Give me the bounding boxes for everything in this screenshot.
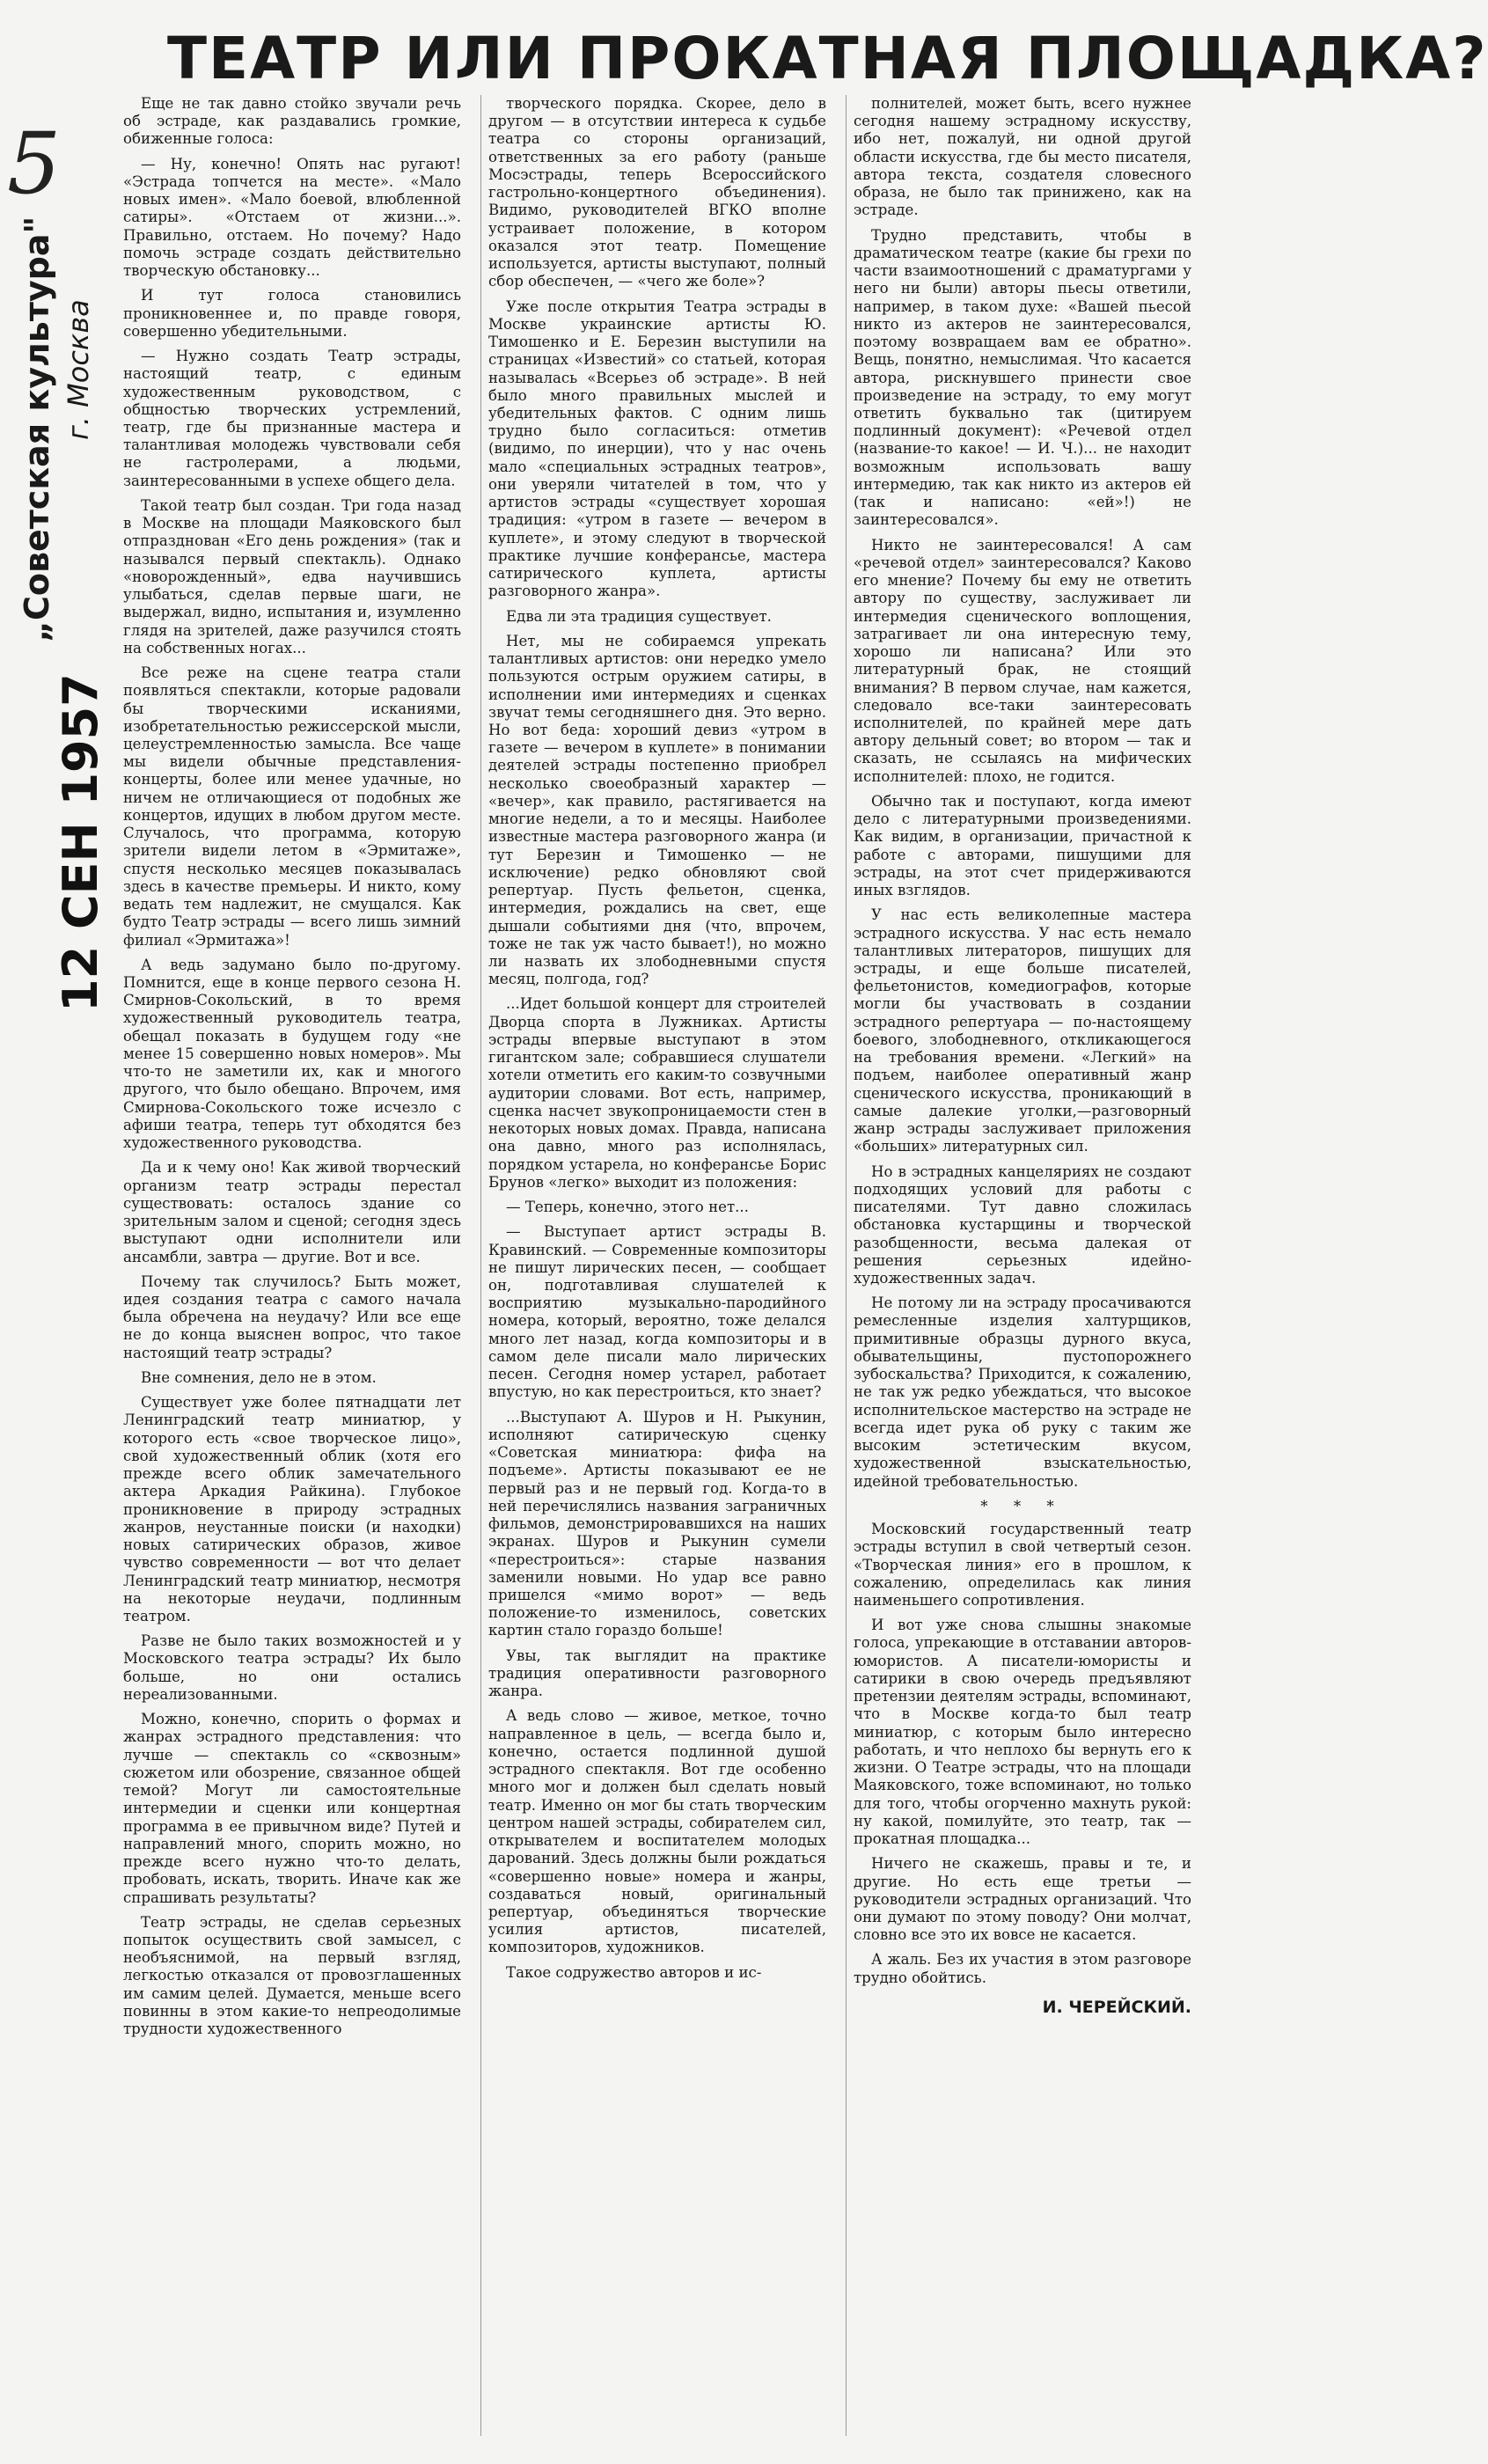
article-headline: ТЕАТР ИЛИ ПРОКАТНАЯ ПЛОЩАДКА? <box>167 25 1488 92</box>
paragraph: Трудно представить, чтобы в драматическом театре (какие бы грехи по части взаимоотношений с драматургами у него ни были) авторы пьесы ответили, например, в таком духе: «Вашей пьесой никто из актеров не заинтересовался, поэтому возвращаем вам ее обратно». Вещь, понятно, немыслимая. Что касается автора, рискнувшего принести свое произведение на эстраду, то ему могут ответить буквально так (цитируем подлинный документ): «Речевой отдел (название-то какое! — И. Ч.)... не находит возможным использовать вашу интермедию, так как никто из актеров ей (так и написано: «ей»!) не заинтересовался». <box>854 226 1191 529</box>
paragraph: Едва ли эта традиция существует. <box>506 607 772 625</box>
article-body <box>123 95 1198 2436</box>
paragraph: — Теперь, конечно, этого нет... <box>506 1199 749 1216</box>
paragraph: ...Идет большой концерт для строителей Дворца спорта в Лужниках. Артисты эстрады впервые выступают в этом гигантском зале; собравшиеся слушатели хотели отметить его каким-то созвучными аудитории словами. Вот есть, например, сценка насчет звукопроницаемости стен в некоторых новых домах. Правда, написана она давно, много раз исполнялась, порядком устарела, но конферансье Борис Брунов «легко» выходит из положения: <box>488 995 826 1191</box>
paragraph: А ведь задумано было по-другому. Помнится, еще в конце первого сезона Н. Смирнов-Сокольский, в то время художественный руководитель театра, обещал показать в будущем году «не менее 15 совершенно новых номеров». Мы что-то не заметили их, как и многого другого, что было обещано. Впрочем, имя Смирнова-Сокольского тоже исчезло с афиши театра, теперь тут обходятся без художественного руководства. <box>123 956 461 1152</box>
paragraph: И тут голоса становились проникновеннее и, по правде говоря, совершенно убедительными. <box>123 287 461 340</box>
paragraph: У нас есть великолепные мастера эстрадного искусства. У нас есть немало талантливых литераторов, пишущих для эстрады, и еще больше писателей, фельетонистов, комедиографов, которые могли бы участвовать в создании эстрадного репертуара — по-настоящему боевого, злободневного, откликающегося на требования времени. «Легкий» на подъем, наиболее оперативный жанр сценического искусства, проникающий в самые далекие уголки,—разговорный жанр эстрады заслуживает приложения «больших» литературных сил. <box>854 906 1191 1155</box>
paragraph: полнителей, может быть, всего нужнее сегодня нашему эстрадному искусству, ибо нет, пожалуй, ни одной другой области искусства, где бы место писателя, автора текста, создателя словесного образа, не было так принижено, как на эстраде. <box>854 95 1191 219</box>
paragraph: И вот уже снова слышны знакомые голоса, упрекающие в отставании авторов-юмористов. А писатели-юмористы и сатирики в свою очередь предъявляют претензии деятелям эстрады, вспоминают, что в Москве когда-то был театр миниатюр, с которым было интересно работать, и что неплохо бы вернуть его к жизни. О Театре эстрады, что на площади Маяковского, тоже вспоминают, но только для того, чтобы огорченно махнуть рукой: ну какой, помилуйте, это театр, так — прокатная площадка... <box>854 1617 1191 1848</box>
paragraph: Разве не было таких возможностей и у Московского театра эстрады? Их было больше, но они остались нереализованными. <box>123 1632 461 1703</box>
paragraph: Увы, так выглядит на практике традиция оперативности разговорного жанра. <box>488 1646 826 1700</box>
paragraph: Еще не так давно стойко звучали речь об эстраде, как раздавались громкие, обиженные голоса: <box>123 95 461 148</box>
paragraph: Такое содружество авторов и ис- <box>506 1963 762 1981</box>
paragraph: — Выступает артист эстрады В. Кравинский. — Современные композиторы не пишут лирических песен, — сообщает он, подготавливая слушателей к восприятию музыкально-пародийного номера, который, вероятно, тоже делался много лет назад, когда композиторы и в самом деле писали мало лирических песен. Сегодня номер устарел, работает впустую, но как перестроиться, кто знает? <box>488 1223 826 1401</box>
paragraph: Театр эстрады, не сделав серьезных попыток осуществить свой замысел, с необъяснимой, на первый взгляд, легкостью отказался от провозглашенных им самим целей. Думается, меньше всего повинны в этом какие-то непреодолимые трудности художественного <box>123 1913 461 2038</box>
paragraph: Все реже на сцене театра стали появляться спектакли, которые радовали бы творческими исканиями, изобретательностью режиссерской мысли, целеустремленностью замысла. Все чаще мы видели обычные представления-концерты, более или менее удачные, но ничем не отличающиеся от подобных же концертов, идущих в любом другом месте. Случалось, что программа, которую зрители видели летом в «Эрмитаже», спустя несколько месяцев показывалась здесь в качестве премьеры. И никто, кому ведать тем надлежит, не смущался. Как будто Театр эстрады — всего лишь зимний филиал «Эрмитажа»! <box>123 664 461 949</box>
paragraph: А жаль. Без их участия в этом разговоре трудно обойтись. <box>854 1951 1191 1986</box>
paragraph: Уже после открытия Театра эстрады в Москве украинские артисты Ю. Тимошенко и Е. Березин выступили на страницах «Известий» со статьей, которая называлась «Всерьез об эстраде». В ней было много правильных мыслей и убедительных фактов. С одним лишь трудно было согласиться: отметив (видимо, по инерции), что у нас очень мало «специальных эстрадных театров», они уверяли читателей в том, что у артистов эстрады «существует хорошая традиция: «утром в газете — вечером в куплете», и этому следуют в творческой практике лучшие конферансье, мастера сатирического куплета, артисты разговорного жанра». <box>488 297 826 600</box>
paragraph: Ничего не скажешь, правы и те, и другие. Но есть еще третьи — руководители эстрадных организаций. Что они думают по этому поводу? Они молчат, словно все это их вовсе не касается. <box>854 1855 1191 1944</box>
paragraph: Никто не заинтересовался! А сам «речевой отдел» заинтересовался? Каково его мнение? Почему бы ему не ответить автору по существу, заслуживает ли интермедия сценического воплощения, затрагивает ли она интересную тему, хорошо ли написана? Или это литературный брак, не стоящий внимания? В первом случае, нам кажется, следовало все-таки заинтересовать исполнителей, по крайней мере дать автору дельный совет; во втором — так и сказать, не ссылаясь на мифических исполнителей: плохо, не годится. <box>854 536 1191 785</box>
paragraph: Существует уже более пятнадцати лет Ленинградский театр миниатюр, у которого есть «свое творческое лицо», свой художественный облик (хотя его прежде всего облик замечательного актера Аркадия Райкина). Глубокое проникновение в природу эстрадных жанров, неустанные поиски (и находки) новых сатирических образов, живое чувство современности — вот что делает Ленинградский театр миниатюр, несмотря на некоторые неудачи, подлинным театром. <box>123 1394 461 1624</box>
paragraph: Не потому ли на эстраду просачиваются ремесленные изделия халтурщиков, примитивные образцы дурного вкуса, обывательщины, пустопорожнего зубоскальства? Приходится, к сожалению, не так уж редко убеждаться, что высокое исполнительское мастерство на эстраде не всегда идет рука об руку с таким же высоким эстетическим вкусом, художественной взыскательностью, идейной требовательностью. <box>854 1294 1191 1490</box>
paragraph: — Ну, конечно! Опять нас ругают! «Эстрада топчется на месте». «Мало новых имен». «Мало боевой, влюбленной сатиры». «Отстаем от жизни...». Правильно, отстаем. Но почему? Надо помочь эстраде создать действительно творческую обстановку... <box>123 155 461 280</box>
author-signature: И. ЧЕРЕЙСКИЙ. <box>1042 1997 1191 2017</box>
paragraph: Почему так случилось? Быть может, идея создания театра с самого начала была обречена на неудачу? Или все еще не до конца выяснен вопрос, что такое настоящий театр эстрады? <box>123 1272 461 1361</box>
column-2 <box>480 95 833 2436</box>
paragraph: — Нужно создать Театр эстрады, настоящий театр, с единым художественным руководством, с общностью творческих устремлений, театр, где бы признанные мастера и талантливая молодежь чувствовали себя не гастролерами, а людьми, заинтересованными в успехе общего дела. <box>123 348 461 489</box>
column-1 <box>123 95 468 2436</box>
date-stamp: 12 СЕН 1957 <box>53 673 108 1012</box>
paragraph: творческого порядка. Скорее, дело в другом — в отсутствии интереса к судьбе театра со стороны организаций, ответственных за его работу (раньше Мосэстрады, теперь Всероссийского гастрольно-концертного объединения). Видимо, руководителей ВГКО вполне устраивает положение, в котором оказался этот театр. Помещение используется, артисты выступают, полный сбор обеспечен, — «чего же боле»? <box>488 95 826 290</box>
newspaper-name-stamp: „Советская культура" <box>18 216 56 642</box>
paragraph: А ведь слово — живое, меткое, точно направленное в цель, — всегда было и, конечно, остается подлинной душой эстрадного спектакля. Вот где особенно много мог и должен был сделать новый театр. Именно он мог бы стать творческим центром нашей эстрады, собирателем сил, открывателем и воспитателем молодых дарований. Здесь должны были рождаться «совершенно новые» номера и жанры, создаваться новый, оригинальный репертуар, объединяться творческие усилия артистов, писателей, композиторов, художников. <box>488 1707 826 1956</box>
paragraph: Нет, мы не собираемся упрекать талантливых артистов: они нередко умело пользуются острым оружием сатиры, в исполнении ими интермедиях и сценках звучат темы сегодняшнего дня. Это верно. Но вот беда: хороший девиз «утром в газете — вечером в куплете» в понимании деятелей эстрады постепенно приобрел несколько своеобразный характер — «вечер», как правило, растягивается на многие недели, а то и месяцы. Наиболее известные мастера разговорного жанра (и тут Березин и Тимошенко — не исключение) редко обновляют свой репертуар. Пусть фельетон, сценка, интермедия, рождались на свет, еще дышали событиями дня (что, впрочем, тоже не так уж часто бывает!), но можно ли назвать их злободневными спустя месяц, полгода, год? <box>488 632 826 988</box>
paragraph: Но в эстрадных канцеляриях не создают подходящих условий для работы с писателями. Тут давно сложилась обстановка кустарщины и творческой разобщенности, весьма далекая от решения серьезных идейно-художественных задач. <box>854 1162 1191 1287</box>
paragraph: Московский государственный театр эстрады вступил в свой четвертый сезон. «Творческая линия» его в прошлом, к сожалению, определилась как линия наименьшего сопротивления. <box>854 1521 1191 1609</box>
section-divider: * * * <box>980 1497 1065 1514</box>
paragraph: Вне сомнения, дело не в этом. <box>141 1368 377 1386</box>
paragraph: ...Выступают А. Шуров и Н. Рыкунин, исполняют сатирическую сценку «Советская миниатюра: фифа на подъеме». Артисты показывают ее не первый раз и не первый год. Когда-то в ней перечислялись названия заграничных фильмов, демонстрировавшихся на наших экранах. Шуров и Рыкунин сумели «перестроиться»: старые названия заменили новыми. Но удар все равно пришелся «мимо ворот» — ведь положение-то изменилось, советских картин стало гораздо больше! <box>488 1408 826 1639</box>
column-3 <box>846 95 1198 2436</box>
paragraph: Да и к чему оно! Как живой творческий организм театр эстрады перестал существовать: осталось здание со зрительным залом и сценой; сегодня здесь выступают одни исполнители или ансамбли, завтра — другие. Вот и все. <box>123 1159 461 1265</box>
paragraph: Такой театр был создан. Три года назад в Москве на площади Маяковского был отпразднован «Его день рождения» (так и назывался первый спектакль). Однако «новорожденный», едва научившись улыбаться, сделав первые шаги, не выдержал, видно, испытания и, изумленно глядя на зрителей, даже разучился стоять на собственных ногах... <box>123 496 461 656</box>
city-stamp: г. Москва <box>62 299 95 440</box>
handwritten-page-number: 5 <box>7 114 62 213</box>
paragraph: Можно, конечно, спорить о формах и жанрах эстрадного представления: что лучше — спектакль со «сквозным» сюжетом или обозрение, связанное общей темой? Могут ли самостоятельные интермедии и сценки или концертная программа в ее привычном виде? Путей и направлений много, спорить можно, но прежде всего нужно что-то делать, пробовать, искать, творить. Иначе как же спрашивать результаты? <box>123 1711 461 1906</box>
paragraph: Обычно так и поступают, когда имеют дело с литературными произведениями. Как видим, в организации, причастной к работе с авторами, пишущими для эстрады, на этот счет придерживаются иных взглядов. <box>854 792 1191 899</box>
